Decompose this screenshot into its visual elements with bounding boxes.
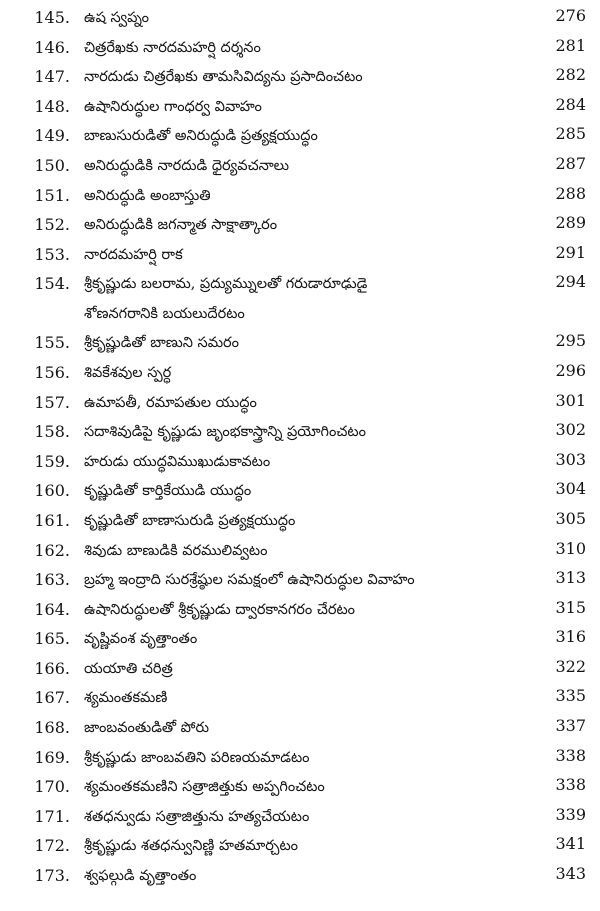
entry-number: 153. [34,244,70,264]
entry-page-number: 288 [555,183,586,203]
toc-entry-149 [0,122,600,152]
entry-number: 145. [34,8,70,27]
entry-page-number: 315 [555,597,586,617]
entry-title: బాణుసురుడితో అనిరుద్ధుడి ప్రత్యక్షయుద్ధం [84,128,318,145]
entry-title: కృష్ణుడితో బాణాసురుడి ప్రత్యక్షయుద్ధం [84,512,296,529]
toc-entry-162 [0,537,600,567]
entry-number: 148. [34,96,70,116]
entry-page-number: 343 [555,864,586,884]
entry-title: నారదుడు చిత్రరేఖకు తామసివిద్యను ప్రసాదించటం [84,69,363,86]
toc-entry-170 [0,773,600,803]
entry-number: 165. [34,629,70,649]
entry-title: ఉష స్వప్నం [84,10,150,26]
entry-title: నారదమహర్షి రాక [84,246,183,263]
toc-entry-158 [0,418,600,448]
toc-entry-148 [0,93,600,123]
entry-number: 149. [34,126,70,146]
toc-entry-168 [0,714,600,744]
entry-page-number: 294 [555,272,586,292]
entry-number: 159. [34,451,70,471]
entry-page-number: 276 [555,6,586,25]
entry-page-number: 281 [555,35,586,55]
entry-title: జాంబవంతుడితో పోరు [84,720,210,737]
entry-title: అనిరుద్ధుడి అంబాస్తుతి [84,187,211,204]
entry-page-number: 304 [555,479,586,499]
toc-entry-164 [0,596,600,626]
entry-title: శ్రీకృష్ణుడు శతధన్వునిణ్ణి హతమార్చటం [84,838,298,855]
entry-page-number: 289 [555,213,586,233]
entry-number: 172. [34,836,70,856]
entry-number: 154. [34,274,70,294]
entry-title [84,269,524,329]
toc-entry-155 [0,329,600,359]
entry-number: 167. [34,688,70,708]
toc-entry-159 [0,448,600,478]
entry-page-number: 335 [555,686,586,706]
toc-entry-152 [0,211,600,241]
entry-title: శ్యమంతకమణిని సత్రాజిత్తుకు అప్పగించటం [84,779,325,796]
entry-title: కృష్ణుడితో కార్తికేయుడి యుద్ధం [84,483,252,500]
entry-title: అనిరుద్ధుడికి జగన్మాత సాక్షాత్కారం [84,217,278,234]
toc-entry-172 [0,832,600,862]
entry-title: ఉషానిరుద్ధులతో శ్రీకృష్ణుడు ద్వారకానగరం చేరటం [84,601,356,618]
entry-page-number: 287 [555,153,586,173]
entry-number: 151. [34,185,70,205]
entry-number: 169. [34,747,70,767]
entry-title: శివుడు బాణుడికి వరములివ్వటం [84,542,268,559]
entry-title: శ్రీకృష్ణుడితో బాణుని సమరం [84,335,239,352]
entry-page-number: 339 [555,804,586,824]
entry-page-number: 341 [555,834,586,854]
entry-page-number: 338 [555,745,586,765]
entry-title: శివకేశవుల స్పర్ధ [84,364,172,381]
entry-title: చిత్రరేఖకు నారదమహర్షి దర్శనం [84,39,261,56]
entry-number: 155. [34,333,70,353]
entry-number: 171. [34,806,70,826]
entry-title: బ్రహ్మ ఇంద్రాది సురశ్రేష్ఠుల సమక్షంలో ఉషానిరుద్ధుల వివాహం [84,572,415,589]
entry-page-number: 303 [555,449,586,469]
entry-page-number: 301 [555,390,586,410]
entry-number: 164. [34,599,70,619]
toc-entry-167 [0,684,600,714]
entry-page-number: 302 [555,420,586,440]
entry-page-number: 305 [555,508,586,528]
entry-title: సదాశివుడిపై కృష్ణుడు జృంభకాస్త్రాన్ని ప్రయోగించటం [84,424,366,441]
entry-number: 161. [34,510,70,530]
entry-title: అనిరుద్ధుడికి నారదుడి ధైర్యవచనాలు [84,157,289,174]
entry-title: శ్రీకృష్ణుడు జాంబవతిని పరిణయమాడటం [84,749,310,766]
toc-entry-145 [0,4,600,34]
entry-number: 156. [34,362,70,382]
toc-entry-166 [0,655,600,685]
toc-entry-163 [0,566,600,596]
entry-page-number: 322 [555,656,586,676]
entry-page-number: 338 [555,775,586,795]
entry-number: 170. [34,777,70,797]
toc-entry-147 [0,63,600,93]
entry-number: 158. [34,422,70,442]
entry-title: శ్వఫల్గుడి వృత్తాంతం [84,868,197,885]
entry-page-number: 291 [555,242,586,262]
entry-number: 160. [34,481,70,501]
toc-entry-153 [0,241,600,271]
entry-page-number: 310 [555,538,586,558]
entry-number: 157. [34,392,70,412]
entry-title-line-1: శ్రీకృష్ణుడు బలరామ, ప్రద్యుమ్నులతో గరుడారూఢుడై [84,276,368,293]
entry-number: 166. [34,658,70,678]
entry-page-number: 284 [555,94,586,114]
entry-number: 152. [34,215,70,235]
toc-entry-151 [0,182,600,212]
entry-number: 163. [34,570,70,590]
toc-entry-160 [0,477,600,507]
entry-page-number: 337 [555,716,586,736]
toc-entry-169 [0,744,600,774]
entry-title-line-2: శోణనగరానికి బయలుదేరటం [84,306,245,323]
toc-entry-154 [0,270,600,329]
entry-page-number: 296 [555,360,586,380]
entry-title: హరుడు యుద్ధవిముఖుడుకావటం [84,453,271,470]
toc-entry-156 [0,359,600,389]
entry-number: 147. [34,67,70,87]
entry-page-number: 295 [555,331,586,351]
toc-entry-173 [0,862,600,892]
entry-number: 146. [34,37,70,57]
entry-title: శ్యమంతకమణి [84,690,168,707]
toc-entry-171 [0,803,600,833]
toc-entry-165 [0,625,600,655]
entry-number: 173. [34,866,70,886]
entry-title: ఉమాపతీ, రమాపతుల యుద్ధం [84,394,257,411]
entry-page-number: 313 [555,568,586,588]
entry-title: శతధన్వుడు సత్రాజిత్తును హత్యచేయటం [84,808,310,825]
entry-page-number: 285 [555,124,586,144]
entry-number: 168. [34,718,70,738]
entry-page-number: 282 [555,65,586,85]
toc-entry-161 [0,507,600,537]
entry-number: 150. [34,155,70,175]
toc-entry-150 [0,152,600,182]
entry-number: 162. [34,540,70,560]
entry-title: వృష్ణివంశ వృత్తాంతం [84,631,198,648]
entry-title: ఉషానిరుద్ధుల గాంధర్వ వివాహం [84,98,262,115]
toc-entry-146 [0,34,600,64]
table-of-contents [0,4,600,892]
toc-entry-157 [0,389,600,419]
entry-title: యయాతి చరిత్ర [84,660,173,677]
entry-page-number: 316 [555,627,586,647]
